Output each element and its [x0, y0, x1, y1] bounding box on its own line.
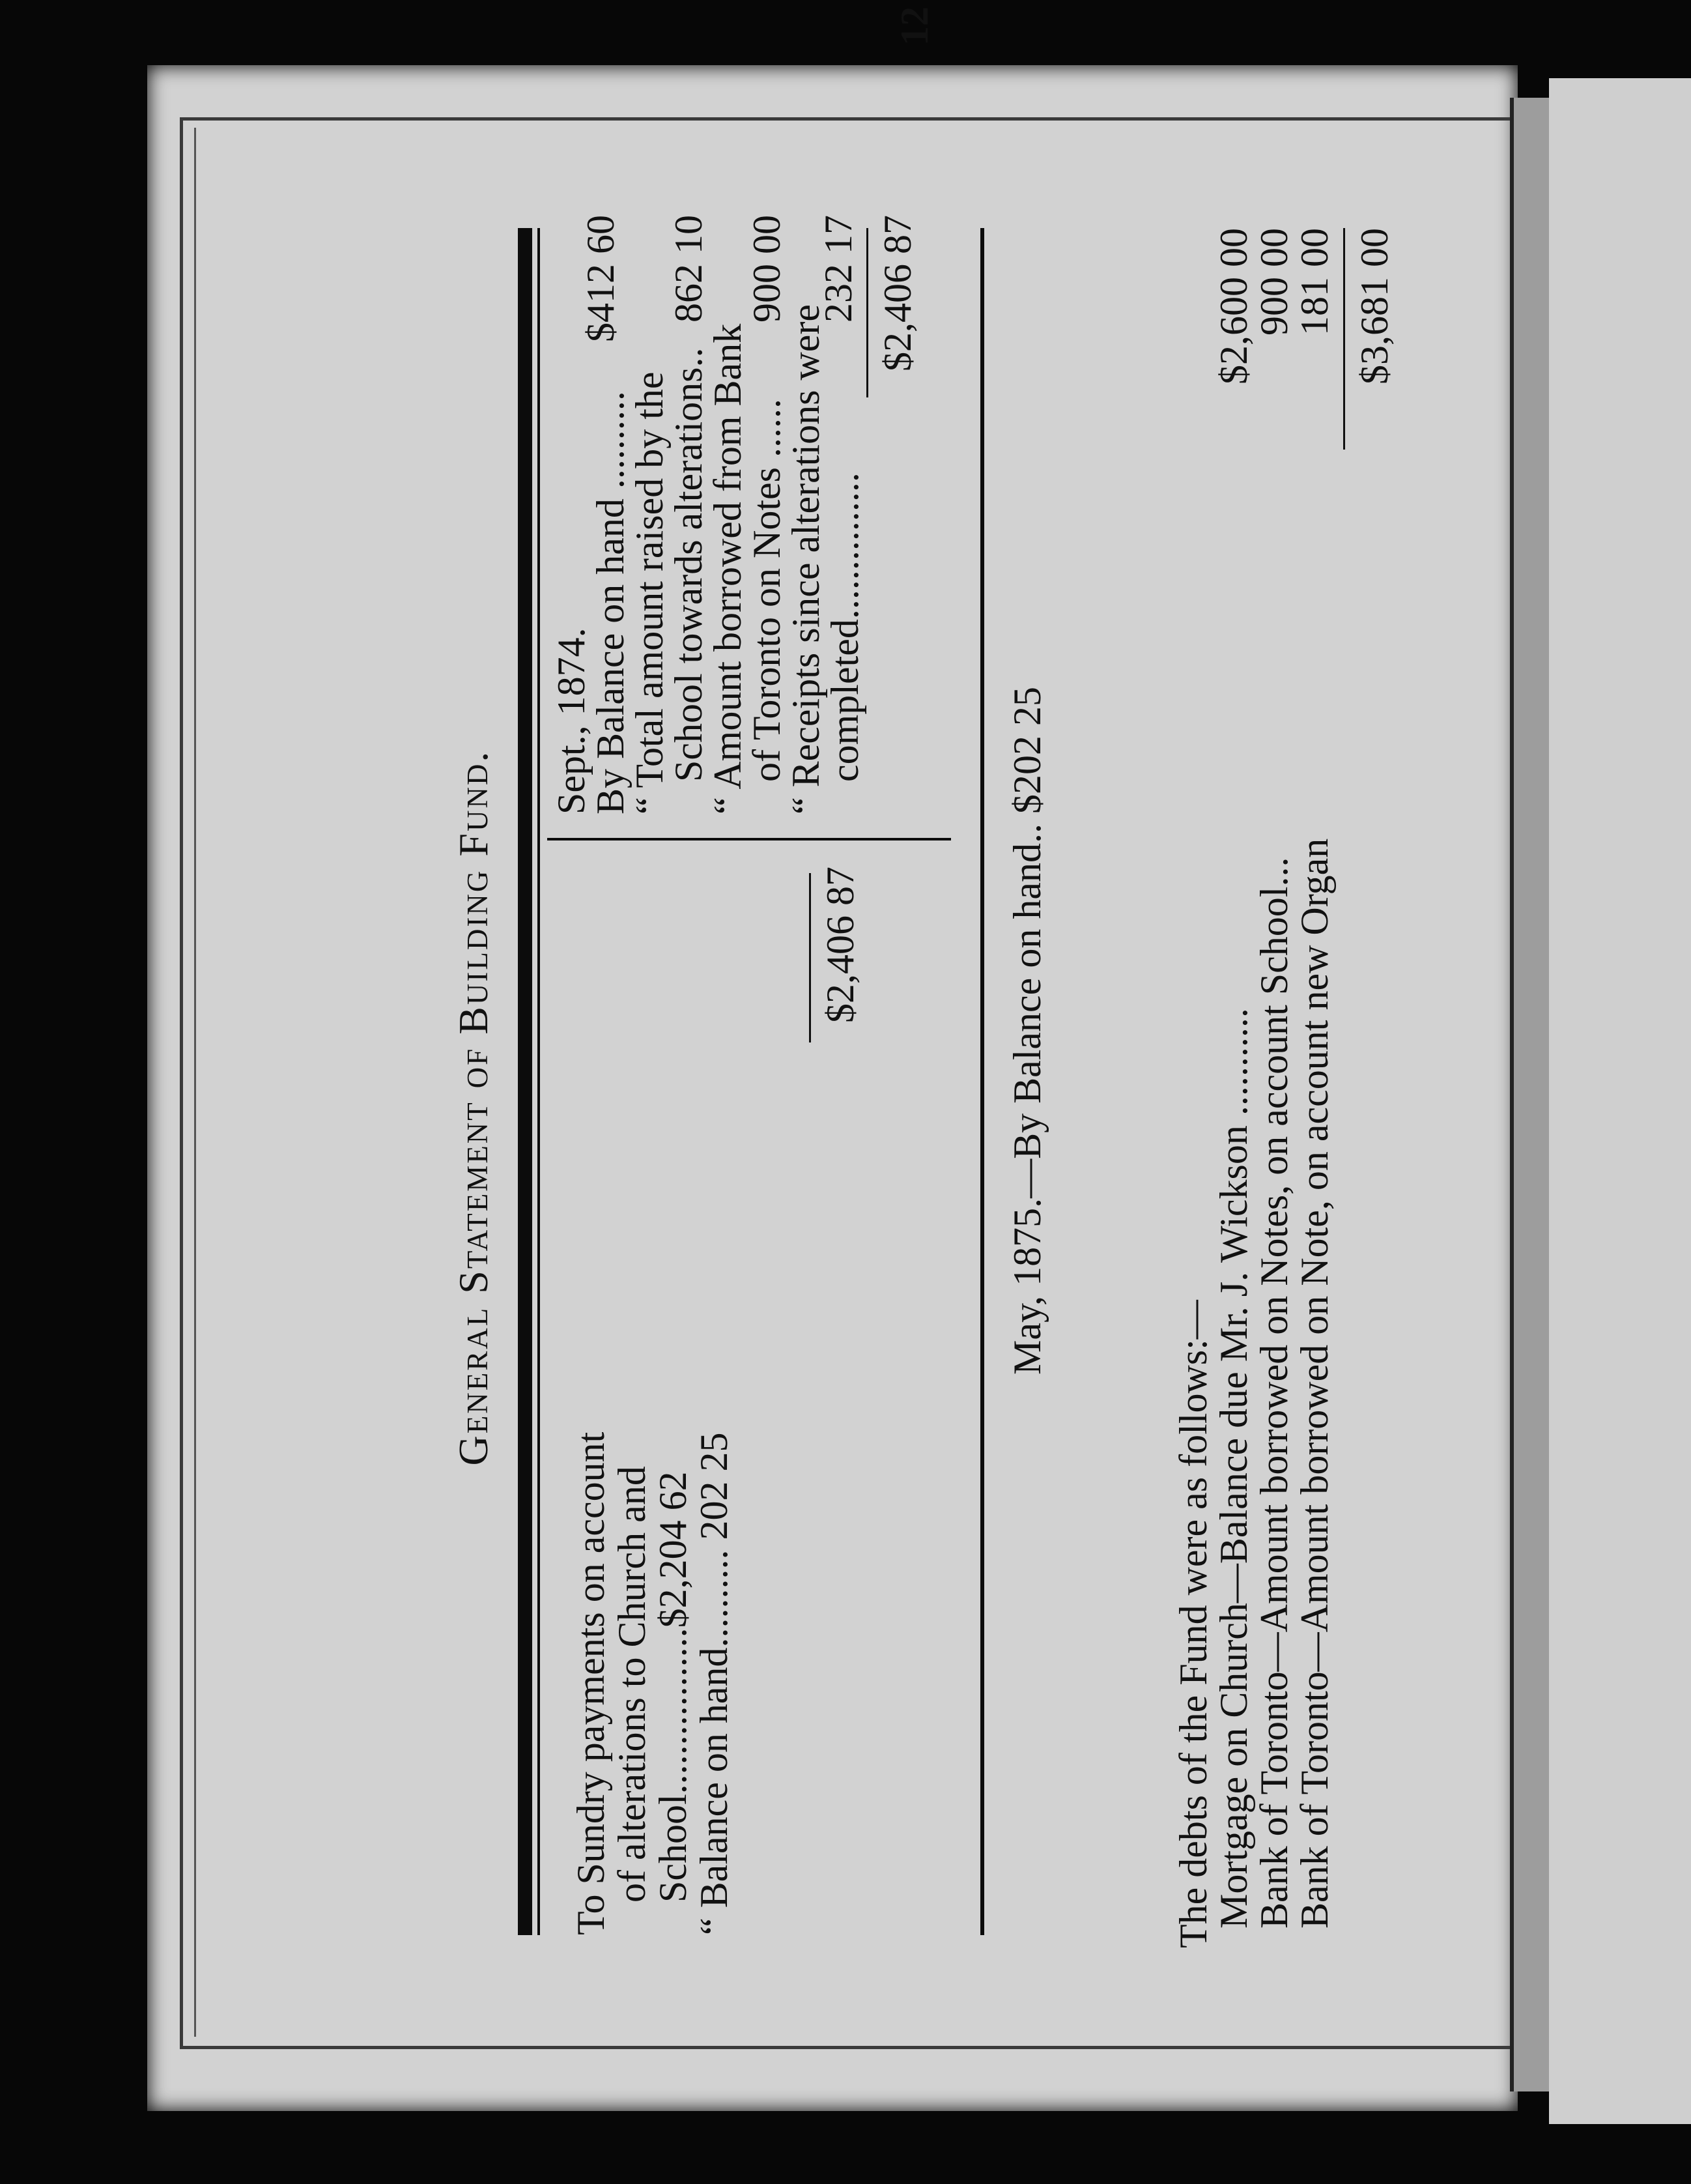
credit-label-6: “ Receipts since alterations were: [784, 304, 827, 814]
credit-date: Sept., 1874.: [550, 627, 593, 814]
debts-total: $3,681 00: [1353, 228, 1396, 384]
credit-label-3: School towards alterations..: [667, 347, 710, 782]
credit-amount-3: 862 10: [667, 215, 710, 323]
credit-sum-rule: [866, 228, 868, 397]
debit-total: $2,406 87: [819, 867, 862, 1023]
debit-line-3: School.................$2,204 62: [651, 1471, 694, 1903]
page-number: 12: [893, 7, 936, 46]
header-thin-rule: [537, 228, 540, 1935]
credit-label-7: completed...............: [823, 472, 866, 782]
header-thick-rule: [518, 228, 532, 1935]
credit-amount-1: $412 60: [579, 215, 622, 342]
debit-sum-rule: [809, 873, 811, 1042]
credit-label-4: “ Amount borrowed from Bank: [706, 323, 749, 814]
debts-intro: The debts of the Fund were as follows:—: [1172, 1300, 1215, 1948]
credit-label-5: of Toronto on Notes ......: [745, 399, 788, 782]
debt-row-1-label: Mortgage on Church—Balance due Mr. J. Wickson ...........: [1212, 1008, 1255, 1929]
debit-line-1: To Sundry payments on account: [569, 1431, 612, 1935]
debt-row-3-label: Bank of Toronto—Amount borrowed on Note, on account new Organ: [1293, 838, 1336, 1929]
debt-row-2-amount: 900 00: [1253, 228, 1296, 336]
column-divider: [547, 838, 951, 841]
credit-label-1: By Balance on hand ..........: [589, 391, 632, 814]
debt-row-2-label: Bank of Toronto—Amount borrowed on Notes, on account School...: [1253, 857, 1296, 1929]
debt-row-1-amount: $2,600 00: [1212, 228, 1255, 384]
section-rule: [980, 228, 984, 1935]
debit-line-2: of alterations to Church and: [610, 1466, 653, 1903]
debit-line-4: “ Balance on hand.......... 202 25: [692, 1432, 735, 1935]
rotated-content: [410, 0, 1583, 1987]
credit-amount-7: 232 17: [817, 215, 860, 323]
debt-row-3-amount: 181 00: [1293, 228, 1336, 336]
credit-label-2: “ Total amount raised by the: [628, 371, 671, 814]
credit-total: $2,406 87: [876, 215, 919, 371]
credit-amount-5: 900 00: [745, 215, 788, 323]
debts-sum-rule: [1343, 228, 1345, 450]
page-title: General Statement of Building Fund.: [450, 749, 496, 1466]
balance-line: May, 1875.—By Balance on hand.. $202 25: [1006, 687, 1049, 1375]
